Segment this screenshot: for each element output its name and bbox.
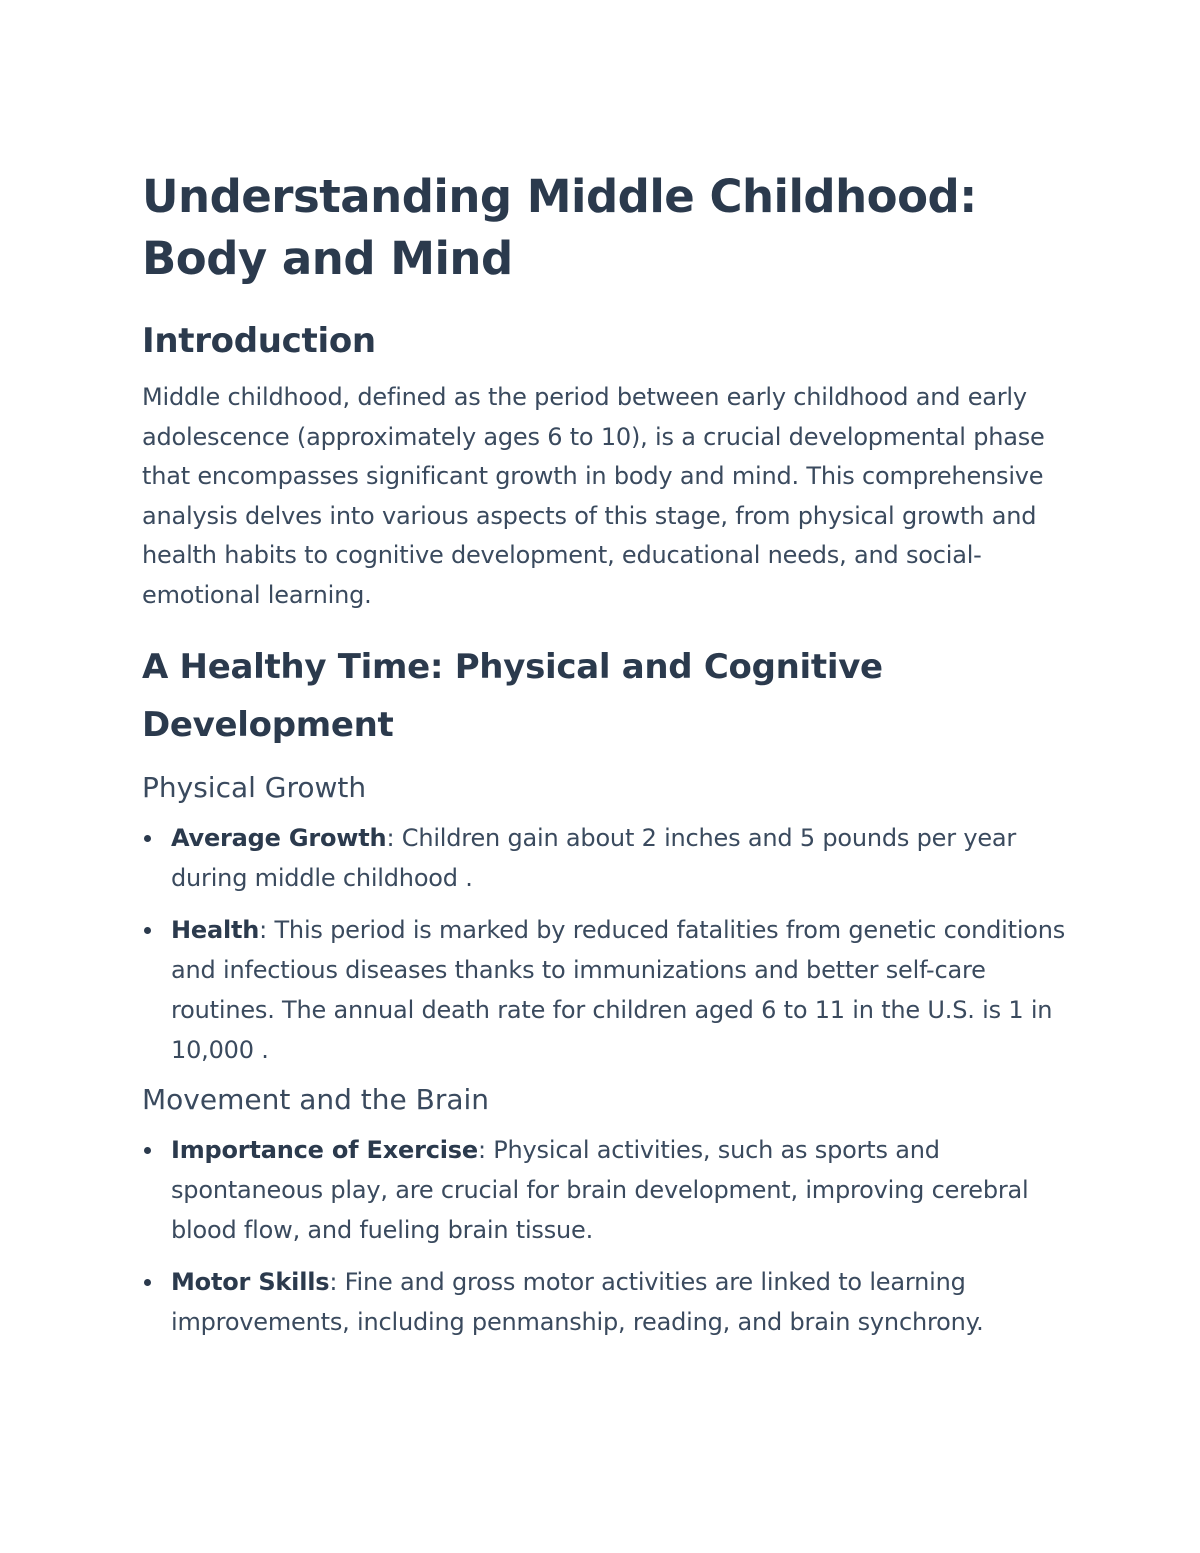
physical-growth-heading: Physical Growth: [142, 770, 367, 804]
healthy-time-heading: A Healthy Time: Physical and Cognitive Development: [142, 646, 883, 745]
movement-brain-heading: Movement and the Brain: [142, 1082, 490, 1116]
movement-brain-list: [142, 1130, 1072, 1342]
list-item-text: : Fine and gross motor activities are linked to learning improvements, including penmanship, reading, and brain synchrony.: [171, 1267, 984, 1336]
introduction-paragraph: Middle childhood, defined as the period between early childhood and early adolescence (approximately ages 6 to 10), is a crucial developmental phase that encompasses significant growth in body and mind. This comprehensive analysis delves into various aspects of this stage, from physical growth and health habits to cognitive development, educational needs, and social-emotional learning.: [142, 383, 1045, 609]
bullet-icon: [144, 1147, 151, 1154]
physical-growth-list: [142, 818, 1072, 1070]
list-item-term: Average Growth: [171, 823, 387, 852]
list-item: [142, 1130, 1072, 1250]
list-item: [142, 818, 1072, 898]
document-title: Understanding Middle Childhood: Body and Mind: [142, 170, 977, 285]
introduction-heading: Introduction: [142, 321, 376, 361]
document-page: [142, 166, 1072, 1342]
list-item-term: Motor Skills: [171, 1267, 330, 1296]
list-item: [142, 1262, 1072, 1342]
list-item-term: Health: [171, 915, 260, 944]
list-item-text: : Children gain about 2 inches and 5 pounds per year during middle childhood .: [171, 823, 1017, 892]
list-item-term: Importance of Exercise: [171, 1135, 478, 1164]
bullet-icon: [144, 927, 151, 934]
bullet-icon: [144, 1279, 151, 1286]
list-item: [142, 910, 1072, 1070]
list-item-text: : This period is marked by reduced fatalities from genetic conditions and infectious diseases thanks to immunizations and better self-care routines. The annual death rate for children aged 6 to 11 in the U.S. is 1 in 10,000 .: [171, 915, 1066, 1064]
list-item-text: : Physical activities, such as sports and spontaneous play, are crucial for brain development, improving cerebral blood flow, and fueling brain tissue.: [171, 1135, 1029, 1244]
bullet-icon: [144, 835, 151, 842]
